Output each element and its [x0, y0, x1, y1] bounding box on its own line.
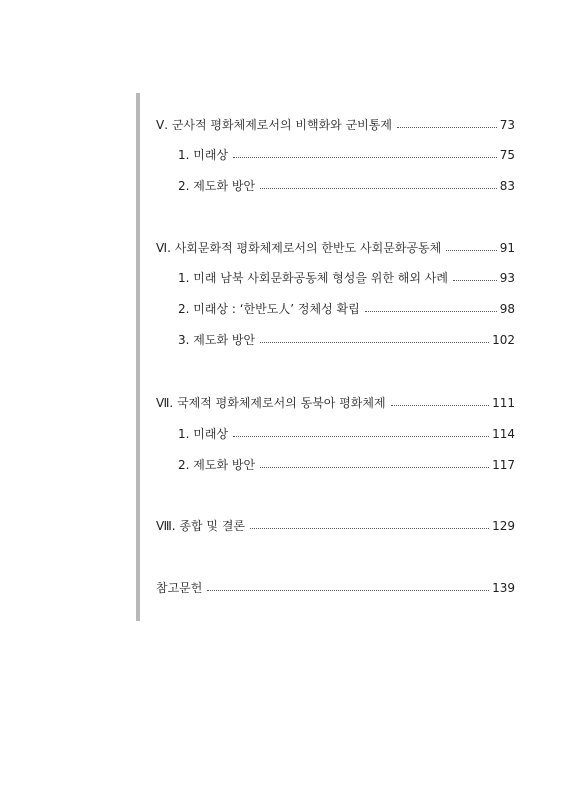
toc-entry-title: 1. 미래 남북 사회문화공동체 형성을 위한 해외 사례: [178, 271, 448, 285]
toc-entry-title: Ⅶ. 국제적 평화체제로서의 동북아 평화체제: [156, 396, 386, 410]
toc-entry-section-7-2[interactable]: [178, 455, 515, 475]
toc-entry-page: 117: [492, 458, 515, 472]
toc-entry-title: 2. 제도화 방안: [178, 458, 256, 472]
toc-entry-page: 98: [499, 302, 515, 316]
toc-entry-section-5[interactable]: [156, 115, 515, 135]
dot-leader: [365, 311, 497, 312]
toc-entry-page: 139: [492, 581, 515, 595]
toc-entry-section-5-2[interactable]: [178, 176, 515, 196]
toc-entry-section-6-3[interactable]: [178, 330, 515, 350]
dot-leader: [446, 250, 497, 251]
toc-entry-title: 3. 제도화 방안: [178, 333, 256, 347]
toc-entry-page: 91: [499, 241, 515, 255]
toc-entry-section-6-1[interactable]: [178, 268, 515, 288]
toc-entry-page: 93: [499, 271, 515, 285]
dot-leader: [233, 157, 497, 158]
toc-entry-title: 1. 미래상: [178, 148, 229, 162]
toc-entry-page: 129: [492, 519, 515, 533]
margin-rule: [136, 93, 140, 621]
dot-leader: [397, 127, 497, 128]
toc-entry-title: 2. 제도화 방안: [178, 179, 256, 193]
toc-entry-page: 111: [492, 396, 515, 410]
table-of-contents: [156, 0, 515, 800]
dot-leader: [260, 188, 497, 189]
toc-entry-section-6[interactable]: [156, 238, 515, 258]
toc-entry-section-7[interactable]: [156, 393, 515, 413]
toc-entry-title: 참고문헌: [156, 581, 203, 595]
toc-entry-section-5-1[interactable]: [178, 145, 515, 165]
dot-leader: [391, 405, 490, 406]
toc-entry-references[interactable]: [156, 578, 515, 598]
dot-leader: [260, 467, 489, 468]
dot-leader: [260, 342, 489, 343]
toc-entry-page: 73: [499, 118, 515, 132]
dot-leader: [250, 528, 489, 529]
toc-entry-page: 102: [492, 333, 515, 347]
toc-entry-section-8[interactable]: [156, 516, 515, 536]
dot-leader: [453, 280, 497, 281]
toc-entry-title: Ⅷ. 종합 및 결론: [156, 519, 246, 533]
toc-entry-title: Ⅴ. 군사적 평화체제로서의 비핵화와 군비통제: [156, 118, 392, 132]
dot-leader: [207, 590, 489, 591]
toc-entry-page: 114: [492, 427, 515, 441]
toc-entry-section-6-2[interactable]: [178, 299, 515, 319]
toc-entry-page: 83: [499, 179, 515, 193]
toc-entry-title: 2. 미래상 : ‘한반도人’ 정체성 확립: [178, 302, 360, 316]
toc-entry-page: 75: [499, 148, 515, 162]
toc-entry-section-7-1[interactable]: [178, 424, 515, 444]
toc-entry-title: 1. 미래상: [178, 427, 229, 441]
toc-entry-title: Ⅵ. 사회문화적 평화체제로서의 한반도 사회문화공동체: [156, 241, 442, 255]
dot-leader: [233, 436, 489, 437]
